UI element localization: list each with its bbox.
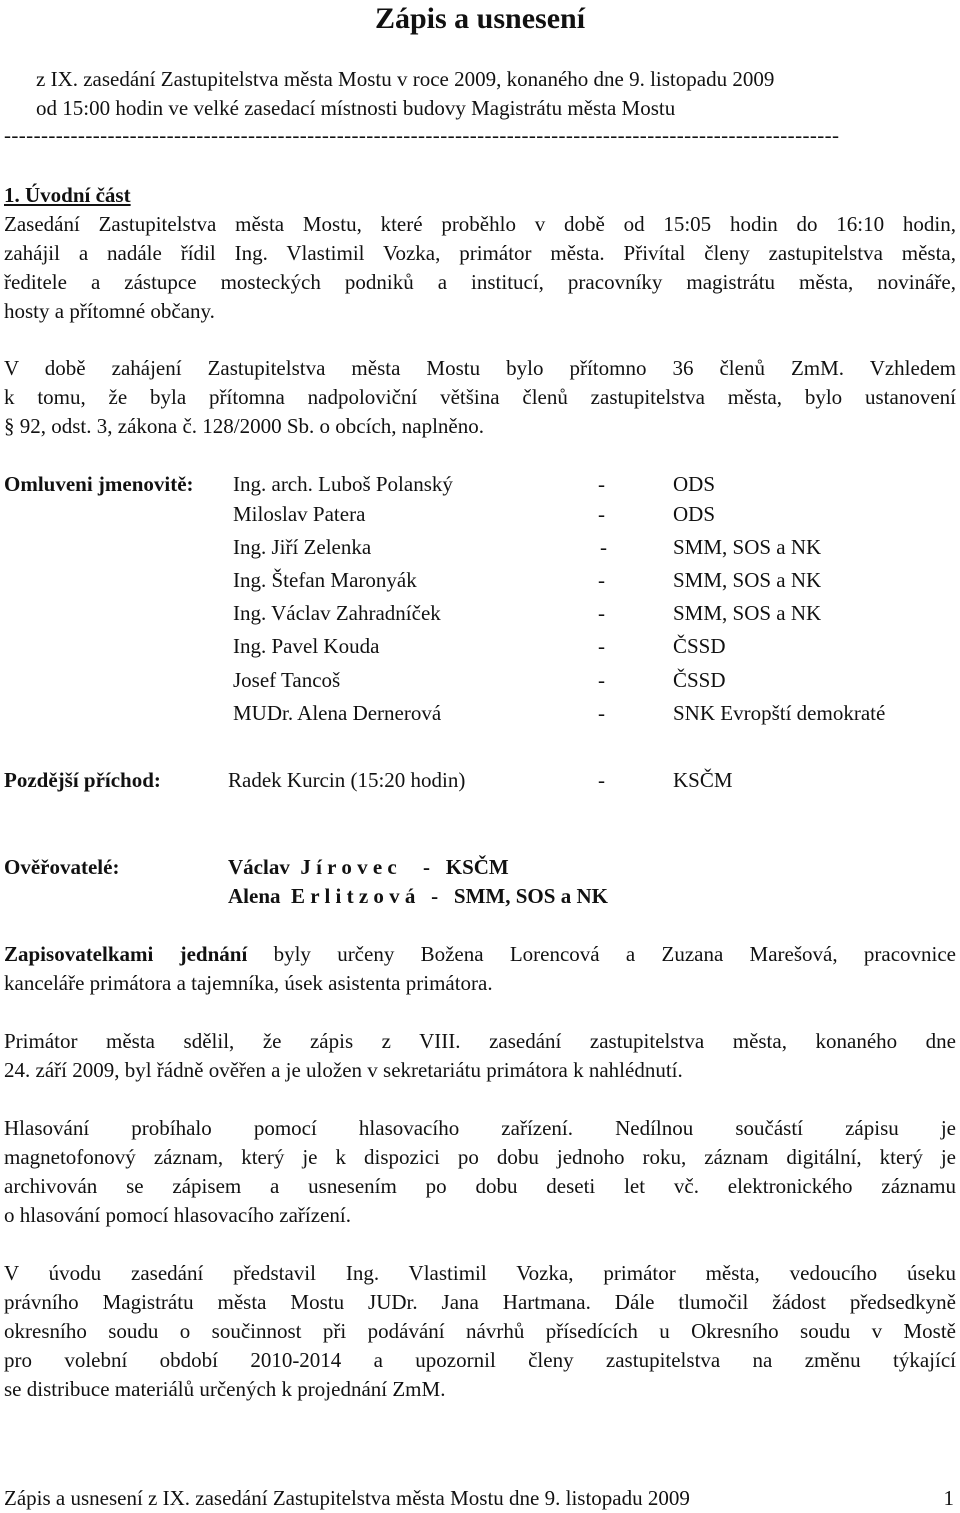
excused-dash: -	[598, 634, 605, 658]
paragraph-line: V úvodu zasedání představil Ing. Vlastimil Vozka, primátor města, vedoucího úseku	[4, 1261, 956, 1285]
excused-dash: -	[598, 568, 605, 592]
excused-party: SMM, SOS a NK	[673, 568, 822, 592]
excused-dash: -	[600, 535, 607, 559]
paragraph-line: hosty a přítomné občany.	[4, 299, 215, 323]
paragraph-line: právního Magistrátu města Mostu JUDr. Jana Hartmana. Dále tlumočil žádost předsedkyně	[4, 1290, 956, 1314]
excused-party: SMM, SOS a NK	[673, 601, 822, 625]
verifier-row: Alena E r l i t z o v á - SMM, SOS a NK	[228, 884, 608, 908]
paragraph-line: k tomu, že byla přítomna nadpoloviční většina členů zastupitelstva města, bylo ustanovení	[4, 385, 956, 409]
excused-name: Miloslav Patera	[233, 502, 366, 526]
late-dash: -	[598, 768, 605, 792]
excused-dash: -	[598, 502, 605, 526]
paragraph-line: Primátor města sdělil, že zápis z VIII. zasedání zastupitelstva města, konaného dne	[4, 1029, 956, 1053]
excused-label: Omluveni jmenovitě:	[4, 472, 194, 496]
excused-party: ODS	[673, 472, 716, 496]
document-title: Zápis a usnesení	[374, 2, 586, 35]
excused-name: Ing. Jiří Zelenka	[233, 535, 372, 559]
header-line-1: z IX. zasedání Zastupitelstva města Mostu v roce 2009, konaného dne 9. listopadu 2009	[36, 67, 775, 91]
paragraph-line: archivován se zápisem a usnesením po dobu deseti let vč. elektronického záznamu	[4, 1174, 956, 1198]
excused-name: Ing. Václav Zahradníček	[233, 601, 441, 625]
paragraph-line: Hlasování probíhalo pomocí hlasovacího zařízení. Nedílnou součástí zápisu je	[4, 1116, 956, 1140]
recorders-rest: byly určeny Božena Lorencová a Zuzana Marešová, pracovnice	[247, 942, 956, 966]
paragraph-line: okresního soudu o součinnost při podávání návrhů přísedících u Okresního soudu v Mostě	[4, 1319, 956, 1343]
paragraph-line: o hlasování pomocí hlasovacího zařízení.	[4, 1203, 351, 1227]
paragraph-line: ředitele a zástupce mosteckých podniků a institucí, pracovníky magistrátu města, novináře,	[4, 270, 956, 294]
paragraph-line: pro volební období 2010-2014 a upozornil členy zastupitelstva na změnu týkající	[4, 1348, 956, 1372]
excused-name: Ing. Pavel Kouda	[233, 634, 380, 658]
excused-party: SMM, SOS a NK	[673, 535, 822, 559]
paragraph-line: V době zahájení Zastupitelstva města Mostu bylo přítomno 36 členů ZmM. Vzhledem	[4, 356, 956, 380]
excused-name: Josef Tancoš	[233, 668, 341, 692]
excused-dash: -	[598, 472, 605, 496]
recorders-line	[4, 940, 956, 969]
late-name: Radek Kurcin (15:20 hodin)	[228, 768, 466, 792]
paragraph-line: 24. září 2009, byl řádně ověřen a je uložen v sekretariátu primátora k nahlédnutí.	[4, 1058, 683, 1082]
page-number: 1	[943, 1486, 954, 1510]
section-heading: 1. Úvodní část	[4, 183, 131, 207]
header-divider: -----------------------------------------------------------------------------------------------------------------	[4, 123, 840, 147]
late-party: KSČM	[673, 768, 733, 792]
verifiers-label: Ověřovatelé:	[4, 855, 120, 879]
excused-party: ČSSD	[673, 634, 726, 658]
paragraph-line: zahájil a nadále řídil Ing. Vlastimil Vozka, primátor města. Přivítal členy zastupitelstva města,	[4, 241, 956, 265]
paragraph-line: magnetofonový záznam, který je k dispozici po dobu jednoho roku, záznam digitální, který je	[4, 1145, 956, 1169]
excused-name: Ing. Štefan Maronyák	[233, 568, 417, 592]
paragraph-line: kanceláře primátora a tajemníka, úsek asistenta primátora.	[4, 971, 493, 995]
late-label: Pozdější příchod:	[4, 768, 161, 792]
excused-party: ODS	[673, 502, 716, 526]
excused-dash: -	[598, 601, 605, 625]
footer-text: Zápis a usnesení z IX. zasedání Zastupitelstva města Mostu dne 9. listopadu 2009	[4, 1486, 690, 1510]
excused-party: SNK Evropští demokraté	[673, 701, 886, 725]
header-line-2: od 15:00 hodin ve velké zasedací místnosti budovy Magistrátu města Mostu	[36, 96, 676, 120]
excused-dash: -	[598, 701, 605, 725]
recorders-lead: Zapisovatelkami jednání	[4, 942, 248, 966]
paragraph-line: se distribuce materiálů určených k projednání ZmM.	[4, 1377, 446, 1401]
paragraph-line: Zasedání Zastupitelstva města Mostu, které proběhlo v době od 15:05 hodin do 16:10 hodin,	[4, 212, 956, 236]
paragraph-line: § 92, odst. 3, zákona č. 128/2000 Sb. o obcích, naplněno.	[4, 414, 485, 438]
excused-party: ČSSD	[673, 668, 726, 692]
excused-name: MUDr. Alena Dernerová	[233, 701, 442, 725]
excused-dash: -	[598, 668, 605, 692]
excused-name: Ing. arch. Luboš Polanský	[233, 472, 453, 496]
verifier-row: Václav J í r o v e c - KSČM	[228, 855, 509, 879]
